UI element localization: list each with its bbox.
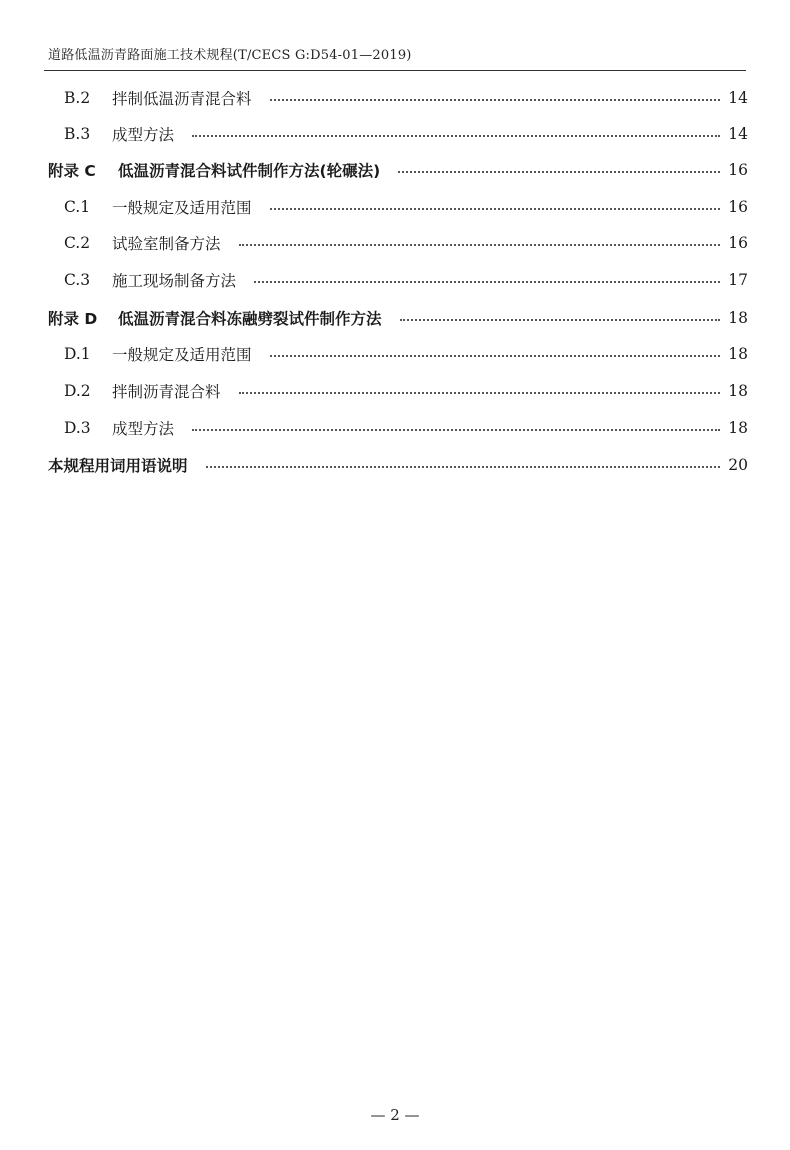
toc-entry-d1[interactable] [64, 339, 748, 369]
toc-entry-page: 16 [728, 198, 748, 216]
toc-entry-number: B.3 [64, 125, 91, 143]
dot-leader [192, 135, 720, 137]
toc-entry-page: 18 [728, 345, 748, 363]
dot-leader [239, 392, 720, 394]
running-header: 道路低温沥青路面施工技术规程(T/CECS G:D54-01—2019) [48, 48, 412, 63]
toc-entry-appendix-d[interactable] [48, 303, 748, 333]
toc-entry-page: 14 [728, 125, 748, 143]
toc-entry-title: 一般规定及适用范围 [112, 346, 252, 364]
toc-entry-title: 拌制沥青混合料 [112, 383, 221, 401]
dot-leader [398, 171, 720, 173]
toc-entry-title: 拌制低温沥青混合料 [112, 90, 252, 108]
toc-entry-title: 本规程用词用语说明 [48, 457, 188, 475]
toc-entry-page: 14 [728, 89, 748, 107]
toc-entry-title: 低温沥青混合料试件制作方法(轮碾法) [118, 162, 381, 180]
toc-entry-d3[interactable] [64, 413, 748, 443]
dot-leader [239, 244, 720, 246]
toc-entry-number: 附录 D [48, 310, 98, 328]
toc-entry-number: B.2 [64, 89, 91, 107]
toc-entry-page: 18 [728, 309, 748, 327]
dot-leader [270, 355, 720, 357]
toc-entry-title: 施工现场制备方法 [112, 272, 237, 290]
toc-entry-number: D.3 [64, 419, 91, 437]
toc-entry-number: C.2 [64, 234, 91, 252]
toc-entry-title: 低温沥青混合料冻融劈裂试件制作方法 [118, 310, 382, 328]
toc-entry-c2[interactable] [64, 228, 748, 258]
toc-entry-b3[interactable] [64, 119, 748, 149]
dot-leader [270, 99, 720, 101]
toc-entry-c3[interactable] [64, 265, 748, 295]
toc-entry-appendix-c[interactable] [48, 155, 748, 185]
dot-leader [206, 466, 720, 468]
toc-entry-page: 16 [728, 161, 748, 179]
toc-entry-terminology[interactable] [48, 450, 748, 480]
toc-entry-number: D.2 [64, 382, 91, 400]
toc-entry-number: C.3 [64, 271, 91, 289]
toc-entry-title: 成型方法 [112, 126, 175, 144]
page-number: — 2 — [370, 1106, 420, 1124]
dot-leader [400, 319, 720, 321]
dot-leader [270, 208, 720, 210]
header-divider [44, 70, 746, 71]
toc-entry-title: 试验室制备方法 [112, 235, 221, 253]
toc-entry-page: 17 [728, 271, 748, 289]
dot-leader [254, 281, 720, 283]
toc-entry-d2[interactable] [64, 376, 748, 406]
toc-entry-page: 18 [728, 382, 748, 400]
toc-entry-number: C.1 [64, 198, 91, 216]
toc-entry-b2[interactable] [64, 83, 748, 113]
toc-entry-number: 附录 C [48, 162, 96, 180]
toc-entry-page: 16 [728, 234, 748, 252]
toc-entry-number: D.1 [64, 345, 91, 363]
toc-entry-page: 18 [728, 419, 748, 437]
toc-entry-c1[interactable] [64, 192, 748, 222]
toc-entry-title: 一般规定及适用范围 [112, 199, 252, 217]
toc-entry-page: 20 [728, 456, 748, 474]
toc-entry-title: 成型方法 [112, 420, 175, 438]
dot-leader [192, 429, 720, 431]
